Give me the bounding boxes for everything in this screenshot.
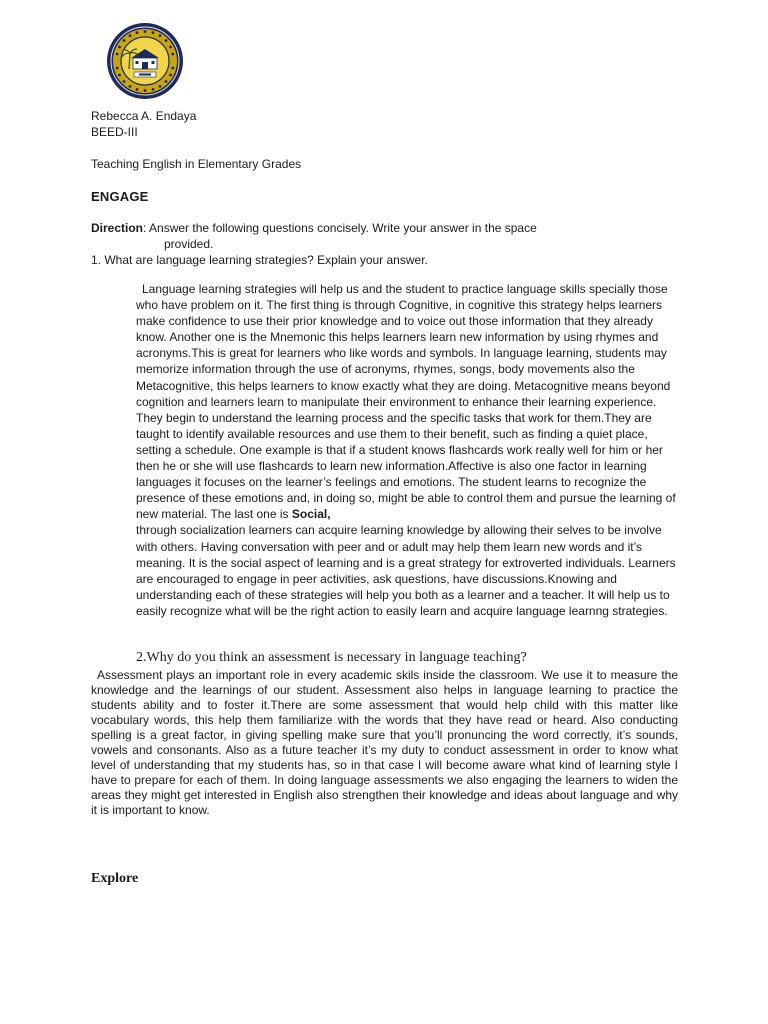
school-seal-logo bbox=[106, 22, 184, 100]
student-name: Rebecca A. Endaya bbox=[91, 109, 197, 123]
answer-1-part-1: Language learning strategies will help us and the student to practice language skills specially those who have problem on it. The first thing is through Cognitive, in cognitive this strategy helps learners make confidence to use their prior knowledge and to voice out those information that they already know. Another one is the Mnemonic this helps learners learn new information by using rhymes and acronyms.This is great for learners who like words and symbols. In language learning, students may memorize information through the use of acronyms, rhymes, songs, body movements also the Metacognitive, this helps learners to know exactly what they are doing. Metacognitive means beyond cognition and learners learn to manipulate their environment to enhance their learning experience. They begin to understand the learning process and the specific tasks that work for them.They are taught to identify available resources and use them to their benefit, such as finding a quiet place, setting a schedule. One example is that if a student knows flashcards work really well for him or her then he or she will use flashcards to learn new information.Affective is also one factor in learning languages it focuses on the learner’s feelings and emotions. The student learns to recognize the presence of these emotions and, in doing so, might be able to control them and pursue the learning of new material. The last one is bbox=[136, 282, 676, 522]
answer-2-paragraph: Assessment plays an important role in every academic skils inside the classroom. We use it to measure the knowledge and the learnings of our student. Assessment also helps in language learning to practice the students ability and to foster it.There are some assessment that would help child with this matter like vocabulary words, this help them familiarize with the words that they have read or heard. Also conducting spelling is a great factor, in giving spelling make sure that you’ll pronuncing the word correctly, it’s sounds, vowels and consonants. Also as a future teacher it’s my duty to conduct assessment in order to know what level of understanding that my students has, so in that case I will become aware what kind of learning style I have to prepare for each of them. In doing language assessments we also engaging the learners to widen the areas they might get interested in English also strengthen their knowledge and ideas about language and why it is important to know. bbox=[91, 668, 678, 817]
direction-text-continued: provided. bbox=[164, 237, 214, 251]
question-2: 2.Why do you think an assessment is necessary in language teaching? bbox=[136, 650, 527, 665]
answer-1-bold-social: Social, bbox=[291, 507, 331, 522]
course-title: Teaching English in Elementary Grades bbox=[91, 157, 302, 171]
direction-label: Direction bbox=[91, 221, 144, 235]
answer-1-part-2: through socialization learners can acquire learning knowledge by allowing their selves to be involve with others. Having conversation with peer and or adult may help them learn new words and it’s meaning. It is the social aspect of learning and is a great strategy for extroverted individuals. Learners are encouraged to engage in peer activities, ask questions, have discussions.Knowing and understanding each of these strategies will help you both as a learner and a teacher. It will help us to easily recognize what will be the right action to easily learn and acquire language learnng strategies. bbox=[136, 523, 676, 618]
section-explore-heading: Explore bbox=[91, 871, 139, 886]
question-1: 1. What are language learning strategies? Explain your answer. bbox=[91, 253, 428, 267]
student-program: BEED-III bbox=[91, 125, 138, 139]
section-engage-heading: ENGAGE bbox=[91, 189, 149, 204]
direction-text: : Answer the following questions concisely. Write your answer in the space bbox=[143, 221, 537, 235]
direction-line bbox=[91, 221, 537, 235]
answer-1-paragraph bbox=[136, 281, 677, 619]
